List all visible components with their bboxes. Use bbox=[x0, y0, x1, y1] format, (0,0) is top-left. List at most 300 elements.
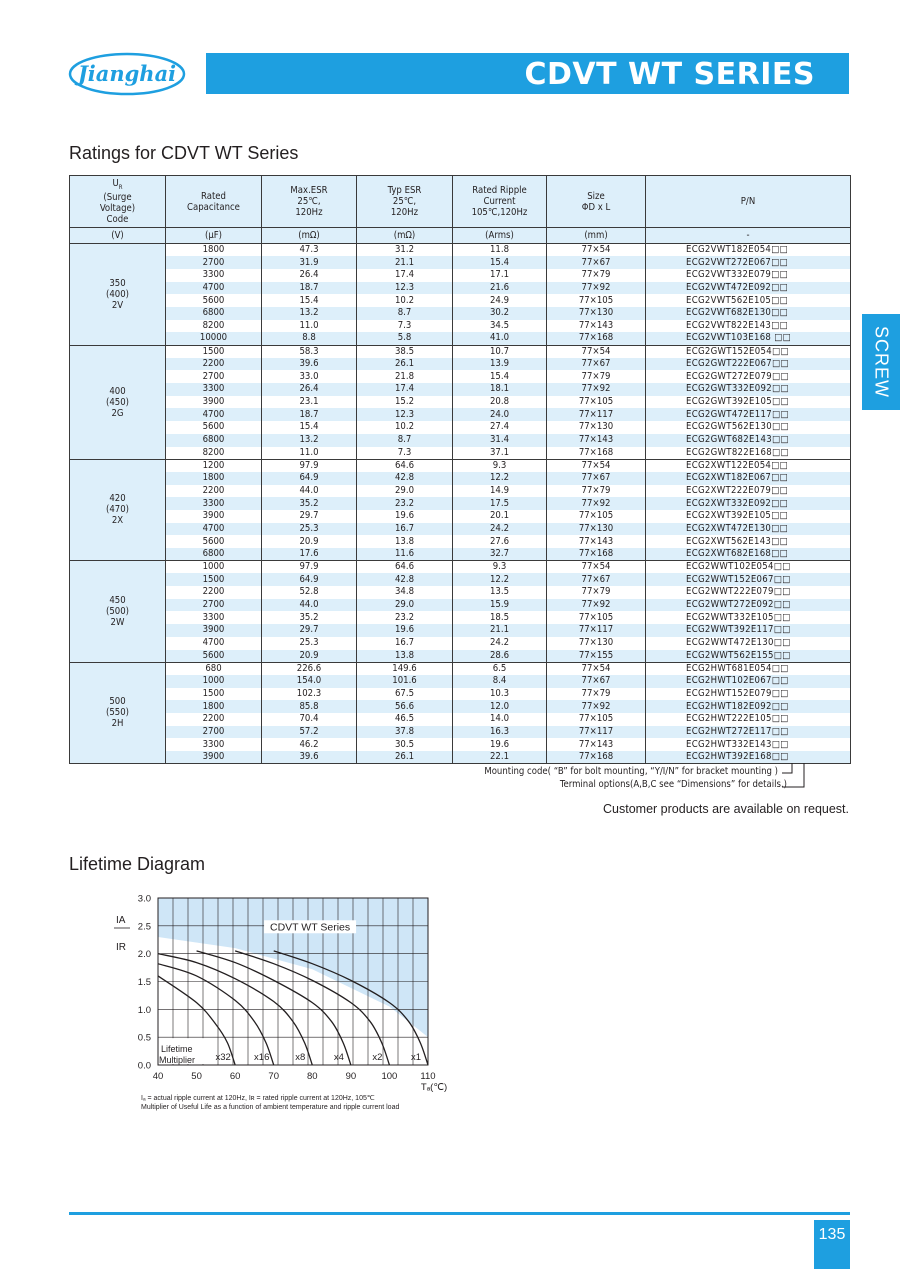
max-esr-cell: 85.8 bbox=[262, 700, 357, 713]
ripple-current-cell: 17.5 bbox=[453, 497, 547, 510]
typ-esr-cell: 12.3 bbox=[357, 408, 453, 421]
unit-cell: (μF) bbox=[166, 228, 262, 244]
part-number-cell: ECG2GWT562E130□□ bbox=[646, 421, 851, 434]
size-cell: 77×67 bbox=[547, 256, 646, 269]
table-row bbox=[70, 447, 851, 460]
x-tick-label: 40 bbox=[152, 1071, 164, 1082]
series-label-x2: x2 bbox=[372, 1052, 383, 1063]
max-esr-cell: 47.3 bbox=[262, 244, 357, 257]
ripple-current-cell: 28.6 bbox=[453, 650, 547, 663]
capacitance-cell: 3900 bbox=[166, 510, 262, 523]
capacitance-cell: 4700 bbox=[166, 408, 262, 421]
table-header-row bbox=[70, 176, 851, 228]
col-header-size: Size ΦD x L bbox=[547, 176, 646, 228]
unit-cell: (mm) bbox=[547, 228, 646, 244]
table-row bbox=[70, 332, 851, 345]
ripple-current-cell: 11.8 bbox=[453, 244, 547, 257]
size-cell: 77×168 bbox=[547, 548, 646, 561]
size-cell: 77×117 bbox=[547, 624, 646, 637]
max-esr-cell: 18.7 bbox=[262, 282, 357, 295]
size-cell: 77×79 bbox=[547, 370, 646, 383]
capacitance-cell: 8200 bbox=[166, 320, 262, 333]
part-number-cell: ECG2XWT222E079□□ bbox=[646, 485, 851, 498]
capacitance-cell: 3300 bbox=[166, 383, 262, 396]
size-cell: 77×117 bbox=[547, 408, 646, 421]
max-esr-cell: 70.4 bbox=[262, 713, 357, 726]
table-row bbox=[70, 383, 851, 396]
ripple-current-cell: 15.4 bbox=[453, 370, 547, 383]
part-number-cell: ECG2XWT562E143□□ bbox=[646, 535, 851, 548]
typ-esr-cell: 12.3 bbox=[357, 282, 453, 295]
table-row bbox=[70, 611, 851, 624]
typ-esr-cell: 67.5 bbox=[357, 688, 453, 701]
typ-esr-cell: 38.5 bbox=[357, 345, 453, 358]
capacitance-cell: 3300 bbox=[166, 497, 262, 510]
ripple-current-cell: 9.3 bbox=[453, 561, 547, 574]
x-tick-label: 80 bbox=[306, 1071, 318, 1082]
max-esr-cell: 15.4 bbox=[262, 421, 357, 434]
size-cell: 77×79 bbox=[547, 269, 646, 282]
size-cell: 77×155 bbox=[547, 650, 646, 663]
size-cell: 77×54 bbox=[547, 662, 646, 675]
max-esr-cell: 29.7 bbox=[262, 510, 357, 523]
unit-cell: (Arms) bbox=[453, 228, 547, 244]
capacitance-cell: 1500 bbox=[166, 688, 262, 701]
ripple-current-cell: 27.6 bbox=[453, 535, 547, 548]
ripple-current-cell: 24.2 bbox=[453, 637, 547, 650]
size-cell: 77×143 bbox=[547, 434, 646, 447]
part-number-cell: ECG2XWT682E168□□ bbox=[646, 548, 851, 561]
typ-esr-cell: 10.2 bbox=[357, 294, 453, 307]
table-row bbox=[70, 624, 851, 637]
ripple-current-cell: 18.5 bbox=[453, 611, 547, 624]
part-number-cell: ECG2VWT103E168 □□ bbox=[646, 332, 851, 345]
part-number-cell: ECG2GWT472E117□□ bbox=[646, 408, 851, 421]
footer-rule bbox=[69, 1212, 850, 1215]
capacitance-cell: 4700 bbox=[166, 282, 262, 295]
capacitance-cell: 680 bbox=[166, 662, 262, 675]
ripple-current-cell: 41.0 bbox=[453, 332, 547, 345]
typ-esr-cell: 17.4 bbox=[357, 383, 453, 396]
ripple-current-cell: 13.5 bbox=[453, 586, 547, 599]
chart-footnote-line-1: Iₐ = actual ripple current at 120Hz, Iʀ = rated ripple current at 120Hz, 105℃ bbox=[141, 1095, 375, 1102]
table-row bbox=[70, 497, 851, 510]
voltage-code-cell: 400 (450) 2G bbox=[70, 345, 166, 459]
capacitance-cell: 1500 bbox=[166, 573, 262, 586]
table-row bbox=[70, 358, 851, 371]
series-title: CDVT WT SERIES bbox=[524, 57, 815, 92]
side-tab-label: SCREW bbox=[871, 326, 892, 398]
table-row bbox=[70, 510, 851, 523]
size-cell: 77×130 bbox=[547, 421, 646, 434]
table-row bbox=[70, 523, 851, 536]
size-cell: 77×92 bbox=[547, 599, 646, 612]
max-esr-cell: 18.7 bbox=[262, 408, 357, 421]
series-label-x1: x1 bbox=[410, 1052, 422, 1063]
max-esr-cell: 46.2 bbox=[262, 738, 357, 751]
size-cell: 77×130 bbox=[547, 307, 646, 320]
capacitance-cell: 10000 bbox=[166, 332, 262, 345]
part-number-cell: ECG2VWT472E092□□ bbox=[646, 282, 851, 295]
capacitance-cell: 5600 bbox=[166, 421, 262, 434]
typ-esr-cell: 42.8 bbox=[357, 573, 453, 586]
max-esr-cell: 13.2 bbox=[262, 434, 357, 447]
typ-esr-cell: 21.1 bbox=[357, 256, 453, 269]
typ-esr-cell: 23.2 bbox=[357, 611, 453, 624]
table-row bbox=[70, 637, 851, 650]
y-axis-label-bottom: IR bbox=[116, 942, 126, 953]
typ-esr-cell: 19.6 bbox=[357, 510, 453, 523]
ripple-current-cell: 20.8 bbox=[453, 396, 547, 409]
x-axis-label: Tₐ(℃) bbox=[420, 1082, 448, 1093]
y-tick-label: 2.5 bbox=[137, 921, 151, 933]
size-cell: 77×105 bbox=[547, 510, 646, 523]
capacitance-cell: 2700 bbox=[166, 726, 262, 739]
ripple-current-cell: 9.3 bbox=[453, 459, 547, 472]
typ-esr-cell: 23.2 bbox=[357, 497, 453, 510]
typ-esr-cell: 26.1 bbox=[357, 358, 453, 371]
capacitance-cell: 8200 bbox=[166, 447, 262, 460]
typ-esr-cell: 26.1 bbox=[357, 751, 453, 764]
part-number-cell: ECG2WWT472E130□□ bbox=[646, 637, 851, 650]
part-number-cell: ECG2HWT182E092□□ bbox=[646, 700, 851, 713]
table-row bbox=[70, 307, 851, 320]
max-esr-cell: 57.2 bbox=[262, 726, 357, 739]
size-cell: 77×105 bbox=[547, 396, 646, 409]
series-label-x32: x32 bbox=[215, 1052, 231, 1063]
capacitance-cell: 2700 bbox=[166, 599, 262, 612]
max-esr-cell: 11.0 bbox=[262, 320, 357, 333]
max-esr-cell: 35.2 bbox=[262, 611, 357, 624]
max-esr-cell: 11.0 bbox=[262, 447, 357, 460]
max-esr-cell: 39.6 bbox=[262, 358, 357, 371]
ripple-current-cell: 15.9 bbox=[453, 599, 547, 612]
table-row bbox=[70, 244, 851, 257]
part-number-cell: ECG2HWT222E105□□ bbox=[646, 713, 851, 726]
ripple-current-cell: 8.4 bbox=[453, 675, 547, 688]
capacitance-cell: 2200 bbox=[166, 586, 262, 599]
size-cell: 77×79 bbox=[547, 485, 646, 498]
size-cell: 77×105 bbox=[547, 294, 646, 307]
typ-esr-cell: 13.8 bbox=[357, 650, 453, 663]
page-number: 135 bbox=[818, 1226, 846, 1243]
ratings-body bbox=[70, 244, 851, 764]
table-row bbox=[70, 662, 851, 675]
ripple-current-cell: 16.3 bbox=[453, 726, 547, 739]
part-number-cell: ECG2GWT152E054□□ bbox=[646, 345, 851, 358]
table-row bbox=[70, 269, 851, 282]
ripple-current-cell: 34.5 bbox=[453, 320, 547, 333]
voltage-code-cell: 500 (550) 2H bbox=[70, 662, 166, 764]
part-number-cell: ECG2HWT681E054□□ bbox=[646, 662, 851, 675]
max-esr-cell: 58.3 bbox=[262, 345, 357, 358]
table-row bbox=[70, 599, 851, 612]
ripple-current-cell: 37.1 bbox=[453, 447, 547, 460]
typ-esr-cell: 31.2 bbox=[357, 244, 453, 257]
ripple-current-cell: 20.1 bbox=[453, 510, 547, 523]
col-header-capacitance: Rated Capacitance bbox=[166, 176, 262, 228]
table-row bbox=[70, 485, 851, 498]
size-cell: 77×79 bbox=[547, 688, 646, 701]
table-row bbox=[70, 421, 851, 434]
part-number-cell: ECG2WWT152E067□□ bbox=[646, 573, 851, 586]
capacitance-cell: 3300 bbox=[166, 611, 262, 624]
typ-esr-cell: 11.6 bbox=[357, 548, 453, 561]
typ-esr-cell: 16.7 bbox=[357, 637, 453, 650]
ripple-current-cell: 13.9 bbox=[453, 358, 547, 371]
table-row bbox=[70, 535, 851, 548]
ripple-current-cell: 10.7 bbox=[453, 345, 547, 358]
size-cell: 77×143 bbox=[547, 320, 646, 333]
lifetime-section-title: Lifetime Diagram bbox=[69, 854, 206, 874]
table-row bbox=[70, 650, 851, 663]
table-row bbox=[70, 751, 851, 764]
capacitance-cell: 3900 bbox=[166, 624, 262, 637]
part-number-cell: ECG2WWT222E079□□ bbox=[646, 586, 851, 599]
capacitance-cell: 1800 bbox=[166, 700, 262, 713]
ripple-current-cell: 24.2 bbox=[453, 523, 547, 536]
capacitance-cell: 1500 bbox=[166, 345, 262, 358]
size-cell: 77×54 bbox=[547, 345, 646, 358]
ripple-current-cell: 21.6 bbox=[453, 282, 547, 295]
table-row bbox=[70, 256, 851, 269]
typ-esr-cell: 64.6 bbox=[357, 561, 453, 574]
size-cell: 77×54 bbox=[547, 244, 646, 257]
max-esr-cell: 97.9 bbox=[262, 561, 357, 574]
size-cell: 77×105 bbox=[547, 713, 646, 726]
typ-esr-cell: 8.7 bbox=[357, 307, 453, 320]
capacitance-cell: 5600 bbox=[166, 294, 262, 307]
part-number-cell: ECG2GWT822E168□□ bbox=[646, 447, 851, 460]
typ-esr-cell: 17.4 bbox=[357, 269, 453, 282]
table-row bbox=[70, 586, 851, 599]
part-number-cell: ECG2GWT222E067□□ bbox=[646, 358, 851, 371]
table-row bbox=[70, 713, 851, 726]
part-number-cell: ECG2GWT682E143□□ bbox=[646, 434, 851, 447]
col-header-typ-esr: Typ ESR 25℃, 120Hz bbox=[357, 176, 453, 228]
ripple-current-cell: 19.6 bbox=[453, 738, 547, 751]
typ-esr-cell: 7.3 bbox=[357, 320, 453, 333]
ripple-current-cell: 17.1 bbox=[453, 269, 547, 282]
typ-esr-cell: 21.8 bbox=[357, 370, 453, 383]
ripple-current-cell: 21.1 bbox=[453, 624, 547, 637]
ripple-current-cell: 12.2 bbox=[453, 573, 547, 586]
table-row bbox=[70, 320, 851, 333]
y-tick-label: 0.5 bbox=[137, 1032, 151, 1044]
y-axis-label-top: IA bbox=[116, 915, 126, 926]
size-cell: 77×92 bbox=[547, 282, 646, 295]
max-esr-cell: 23.1 bbox=[262, 396, 357, 409]
table-row bbox=[70, 459, 851, 472]
part-number-cell: ECG2VWT272E067□□ bbox=[646, 256, 851, 269]
size-cell: 77×117 bbox=[547, 726, 646, 739]
part-number-cell: ECG2XWT122E054□□ bbox=[646, 459, 851, 472]
max-esr-cell: 39.6 bbox=[262, 751, 357, 764]
capacitance-cell: 2700 bbox=[166, 256, 262, 269]
note-bracket bbox=[782, 762, 806, 790]
capacitance-cell: 4700 bbox=[166, 637, 262, 650]
part-number-cell: ECG2VWT562E105□□ bbox=[646, 294, 851, 307]
max-esr-cell: 64.9 bbox=[262, 472, 357, 485]
typ-esr-cell: 29.0 bbox=[357, 599, 453, 612]
part-number-cell: ECG2HWT152E079□□ bbox=[646, 688, 851, 701]
max-esr-cell: 44.0 bbox=[262, 599, 357, 612]
ripple-current-cell: 24.0 bbox=[453, 408, 547, 421]
size-cell: 77×67 bbox=[547, 472, 646, 485]
table-row bbox=[70, 675, 851, 688]
part-number-cell: ECG2VWT182E054□□ bbox=[646, 244, 851, 257]
size-cell: 77×67 bbox=[547, 358, 646, 371]
capacitance-cell: 3300 bbox=[166, 738, 262, 751]
ripple-current-cell: 32.7 bbox=[453, 548, 547, 561]
y-tick-label: 2.0 bbox=[137, 949, 151, 961]
ripple-current-cell: 31.4 bbox=[453, 434, 547, 447]
max-esr-cell: 17.6 bbox=[262, 548, 357, 561]
max-esr-cell: 13.2 bbox=[262, 307, 357, 320]
y-tick-label: 1.5 bbox=[137, 977, 151, 988]
capacitance-cell: 4700 bbox=[166, 523, 262, 536]
table-row bbox=[70, 434, 851, 447]
logo-text: Jianghai bbox=[77, 61, 177, 86]
unit-cell: (mΩ) bbox=[357, 228, 453, 244]
ripple-current-cell: 6.5 bbox=[453, 662, 547, 675]
part-number-cell: ECG2WWT562E155□□ bbox=[646, 650, 851, 663]
capacitance-cell: 2200 bbox=[166, 485, 262, 498]
ripple-current-cell: 18.1 bbox=[453, 383, 547, 396]
max-esr-cell: 33.0 bbox=[262, 370, 357, 383]
size-cell: 77×130 bbox=[547, 637, 646, 650]
voltage-code-cell: 420 (470) 2X bbox=[70, 459, 166, 561]
size-cell: 77×168 bbox=[547, 447, 646, 460]
max-esr-cell: 15.4 bbox=[262, 294, 357, 307]
size-cell: 77×92 bbox=[547, 383, 646, 396]
ripple-current-cell: 22.1 bbox=[453, 751, 547, 764]
capacitance-cell: 2200 bbox=[166, 713, 262, 726]
unit-cell: - bbox=[646, 228, 851, 244]
col-header-code: $U_R$ (Surge Voltage) Code bbox=[70, 176, 166, 228]
max-esr-cell: 20.9 bbox=[262, 650, 357, 663]
typ-esr-cell: 56.6 bbox=[357, 700, 453, 713]
size-cell: 77×168 bbox=[547, 332, 646, 345]
capacitance-cell: 5600 bbox=[166, 535, 262, 548]
part-number-cell: ECG2HWT102E067□□ bbox=[646, 675, 851, 688]
part-number-cell: ECG2XWT472E130□□ bbox=[646, 523, 851, 536]
series-label-x8: x8 bbox=[295, 1052, 306, 1063]
capacitance-cell: 3300 bbox=[166, 269, 262, 282]
size-cell: 77×92 bbox=[547, 700, 646, 713]
multiplier-label-line-1: Lifetime bbox=[161, 1044, 193, 1055]
typ-esr-cell: 5.8 bbox=[357, 332, 453, 345]
max-esr-cell: 26.4 bbox=[262, 383, 357, 396]
col-header-pn: P/N bbox=[646, 176, 851, 228]
max-esr-cell: 35.2 bbox=[262, 497, 357, 510]
typ-esr-cell: 8.7 bbox=[357, 434, 453, 447]
table-row bbox=[70, 345, 851, 358]
y-tick-label: 0.0 bbox=[137, 1060, 151, 1072]
typ-esr-cell: 101.6 bbox=[357, 675, 453, 688]
terminal-options-note: Terminal options(A,B,C see “Dimensions” for details.) bbox=[559, 779, 787, 790]
table-row bbox=[70, 573, 851, 586]
jianghai-logo bbox=[68, 52, 186, 96]
part-number-cell: ECG2WWT392E117□□ bbox=[646, 624, 851, 637]
part-number-cell: ECG2GWT392E105□□ bbox=[646, 396, 851, 409]
max-esr-cell: 25.3 bbox=[262, 637, 357, 650]
x-tick-label: 50 bbox=[191, 1071, 202, 1082]
max-esr-cell: 64.9 bbox=[262, 573, 357, 586]
chart-footnote bbox=[141, 1094, 399, 1112]
table-row bbox=[70, 282, 851, 295]
table-row bbox=[70, 688, 851, 701]
col-header-max-esr: Max.ESR 25℃, 120Hz bbox=[262, 176, 357, 228]
multiplier-label-line-2: Multiplier bbox=[159, 1055, 196, 1066]
part-number-cell: ECG2HWT332E143□□ bbox=[646, 738, 851, 751]
typ-esr-cell: 34.8 bbox=[357, 586, 453, 599]
typ-esr-cell: 42.8 bbox=[357, 472, 453, 485]
ripple-current-cell: 14.0 bbox=[453, 713, 547, 726]
table-row bbox=[70, 561, 851, 574]
chart-title: CDVT WT Series bbox=[270, 921, 351, 934]
part-number-cell: ECG2VWT332E079□□ bbox=[646, 269, 851, 282]
size-cell: 77×130 bbox=[547, 523, 646, 536]
max-esr-cell: 97.9 bbox=[262, 459, 357, 472]
ripple-current-cell: 12.0 bbox=[453, 700, 547, 713]
ripple-current-cell: 14.9 bbox=[453, 485, 547, 498]
ratings-section-title: Ratings for CDVT WT Series bbox=[69, 143, 299, 163]
ripple-current-cell: 15.4 bbox=[453, 256, 547, 269]
series-banner bbox=[206, 53, 849, 94]
max-esr-cell: 44.0 bbox=[262, 485, 357, 498]
typ-esr-cell: 46.5 bbox=[357, 713, 453, 726]
typ-esr-cell: 29.0 bbox=[357, 485, 453, 498]
typ-esr-cell: 64.6 bbox=[357, 459, 453, 472]
size-cell: 77×105 bbox=[547, 611, 646, 624]
side-tab-screw[interactable] bbox=[862, 314, 900, 410]
capacitance-cell: 5600 bbox=[166, 650, 262, 663]
ratings-table bbox=[69, 175, 851, 764]
capacitance-cell: 6800 bbox=[166, 434, 262, 447]
max-esr-cell: 31.9 bbox=[262, 256, 357, 269]
page-number-box bbox=[814, 1220, 850, 1269]
chart-footnote-line-2: Multiplier of Useful Life as a function of ambient temperature and ripple current load bbox=[141, 1104, 400, 1111]
part-number-cell: ECG2XWT392E105□□ bbox=[646, 510, 851, 523]
table-row bbox=[70, 726, 851, 739]
mounting-code-note: Mounting code( “B” for bolt mounting, “Y/I/N” for bracket mounting ) bbox=[484, 766, 778, 777]
typ-esr-cell: 13.8 bbox=[357, 535, 453, 548]
capacitance-cell: 2200 bbox=[166, 358, 262, 371]
size-cell: 77×54 bbox=[547, 459, 646, 472]
capacitance-cell: 1800 bbox=[166, 472, 262, 485]
x-tick-label: 70 bbox=[268, 1071, 280, 1082]
capacitance-cell: 6800 bbox=[166, 548, 262, 561]
capacitance-cell: 1000 bbox=[166, 561, 262, 574]
typ-esr-cell: 15.2 bbox=[357, 396, 453, 409]
max-esr-cell: 20.9 bbox=[262, 535, 357, 548]
part-number-cell: ECG2WWT332E105□□ bbox=[646, 611, 851, 624]
table-row bbox=[70, 370, 851, 383]
max-esr-cell: 102.3 bbox=[262, 688, 357, 701]
max-esr-cell: 8.8 bbox=[262, 332, 357, 345]
y-tick-label: 1.0 bbox=[137, 1004, 151, 1016]
size-cell: 77×168 bbox=[547, 751, 646, 764]
typ-esr-cell: 10.2 bbox=[357, 421, 453, 434]
unit-cell: (mΩ) bbox=[262, 228, 357, 244]
x-tick-label: 90 bbox=[345, 1071, 357, 1082]
ripple-current-cell: 30.2 bbox=[453, 307, 547, 320]
table-row bbox=[70, 408, 851, 421]
capacitance-cell: 1200 bbox=[166, 459, 262, 472]
part-number-cell: ECG2GWT272E079□□ bbox=[646, 370, 851, 383]
y-tick-label: 3.0 bbox=[137, 893, 151, 905]
